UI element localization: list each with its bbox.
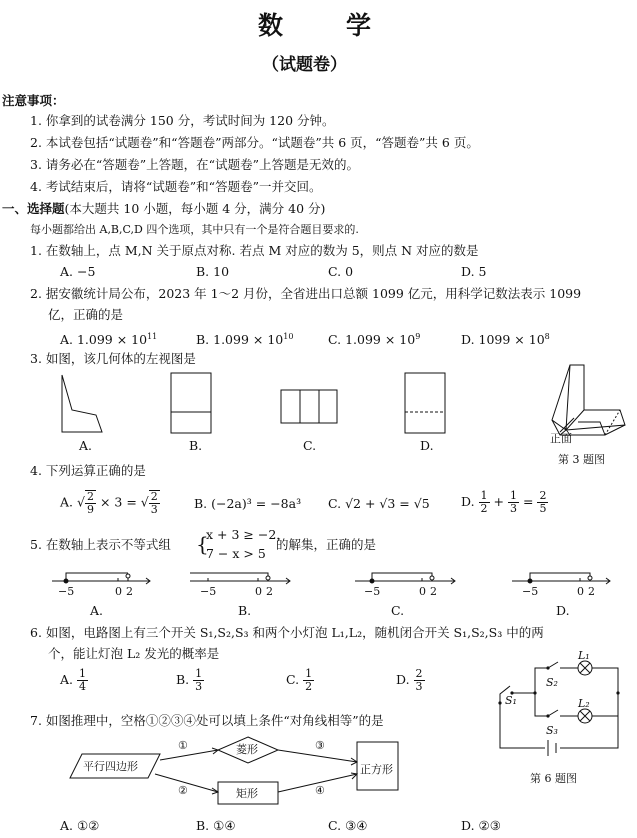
q6-figure-caption: 第 6 题图	[530, 772, 577, 785]
q2-stem-line2: 亿，正确的是	[48, 307, 124, 322]
q2-option-d: D. $1099 \times 10^8$	[461, 332, 550, 348]
note-item-1: 1. 你拿到的试卷满分 150 分，考试时间为 120 分钟。	[30, 113, 335, 128]
section-heading	[2, 201, 325, 217]
q7-node-rhombus: 菱形	[236, 743, 258, 756]
note-item-4: 4. 考试结束后，请将“试题卷”和“答题卷”一并交回。	[30, 179, 322, 194]
q6-label-s1: S₁	[505, 694, 517, 707]
q3-front-label: 正面	[550, 432, 572, 445]
q4-option-c: C. √2 + √3 = √5	[328, 496, 430, 511]
q1-stem: 1. 在数轴上，点 M,N 关于原点对称. 若点 M 对应的数为 5，则点 N 对应的数是	[30, 243, 479, 258]
q5-a-tick-0: 0	[115, 585, 122, 598]
q3-label-b: B.	[189, 438, 203, 453]
page-title-right: 学	[346, 11, 372, 40]
q5-numberline-a	[52, 573, 150, 584]
q7-marker-3: ③	[315, 739, 325, 752]
q7-option-b: B. ①④	[196, 818, 236, 833]
q6-option-b: B. $\frac{1}{3}$	[176, 667, 203, 693]
q7-marker-1: ①	[178, 739, 188, 752]
q3-label-d: D.	[420, 438, 434, 453]
q5-numberline-c	[355, 573, 455, 584]
q4-option-d: D. $\frac{1}{2}$ + $\frac{1}{3}$ = $\frac{2}{5}$	[461, 489, 547, 515]
q5-a-tick-m5: −5	[58, 585, 75, 598]
q2-option-a: A. $1.099 \times 10^{11}$	[60, 332, 158, 348]
q5-stem-pre: 5. 在数轴上表示不等式组	[30, 537, 171, 552]
q2-option-b: B. $1.099 \times 10^{10}$	[196, 332, 294, 348]
q5-label-b: B.	[238, 603, 252, 618]
q6-label-l2: L₂	[578, 697, 590, 710]
q3-label-a: A.	[79, 438, 93, 453]
q6-label-l1: L₁	[578, 649, 590, 662]
q7-stem: 7. 如图推理中，空格①②③④处可以填上条件“对角线相等”的是	[30, 713, 384, 728]
q3-stem: 3. 如图，该几何体的左视图是	[30, 351, 196, 366]
q5-ineq-1: x + 3 ≥ −2，	[206, 527, 289, 542]
q5-number-lines	[0, 565, 637, 605]
q7-node-parallelogram: 平行四边形	[83, 760, 138, 773]
q6-option-a: A. $\frac{1}{4}$	[60, 667, 86, 693]
q7-node-rectangle: 矩形	[236, 787, 258, 800]
note-item-2: 2. 本试卷包括“试题卷”和“答题卷”两部分。“试题卷”共 6 页，“答题卷”共 6 页。	[30, 135, 479, 150]
q1-option-c: C. 0	[328, 264, 354, 279]
q7-option-a: A. ①②	[60, 818, 100, 833]
q7-option-d: D. ②③	[461, 818, 501, 833]
q5-ineq-2: 7 − x > 5	[206, 546, 266, 561]
q3-option-b-figure	[171, 373, 211, 433]
q3-figures	[0, 360, 637, 470]
q3-figure-caption: 第 3 题图	[558, 453, 605, 466]
q3-label-c: C.	[303, 438, 317, 453]
q5-d-tick-2: 2	[588, 585, 595, 598]
q5-c-tick-2: 2	[430, 585, 437, 598]
q6-stem-line1: 6. 如图，电路图上有三个开关 S₁,S₂,S₃ 和两个小灯泡 L₁,L₂，随机闭合开关 S₁,S₂,S₃ 中的两	[30, 625, 544, 640]
q5-label-a: A.	[90, 603, 104, 618]
q5-a-tick-2: 2	[126, 585, 133, 598]
q4-stem: 4. 下列运算正确的是	[30, 463, 146, 478]
section-instruction: 每小题都给出 A,B,C,D 四个选项，其中只有一个是符合题目要求的.	[30, 223, 359, 236]
q3-option-d-figure	[405, 373, 445, 433]
q1-option-b: B. 10	[196, 264, 230, 279]
q1-option-d: D. 5	[461, 264, 487, 279]
q6-label-s2: S₂	[546, 676, 558, 689]
q5-b-tick-m5: −5	[200, 585, 217, 598]
q6-option-d: D. $\frac{2}{3}$	[396, 667, 423, 693]
q5-label-d: D.	[556, 603, 570, 618]
q7-marker-2: ②	[178, 784, 188, 797]
q6-stem-line2: 个，能让灯泡 L₂ 发光的概率是	[48, 646, 220, 661]
q5-d-tick-0: 0	[577, 585, 584, 598]
q5-b-tick-2: 2	[266, 585, 273, 598]
q5-d-tick-m5: −5	[522, 585, 539, 598]
q2-option-c: C. $1.099 \times 10^9$	[328, 332, 421, 348]
q1-option-a: A. −5	[60, 264, 96, 279]
q4-option-a: A. √ $\frac{2}{9}$ × 3 = √ $\frac{2}{3}$	[60, 490, 158, 516]
q3-option-a-figure	[62, 375, 102, 432]
page-title-left: 数	[258, 11, 284, 40]
note-item-3: 3. 请务必在“答题卷”上答题，在“试题卷”上答题是无效的。	[30, 157, 359, 172]
q6-circuit-figure	[490, 648, 630, 773]
q7-option-c: C. ③④	[328, 818, 368, 833]
q3-solid-figure	[552, 365, 625, 435]
q2-stem-line1: 2. 据安徽统计局公布，2023 年 1～2 月份，全省进出口总额 1099 亿元，用科学记数法表示 1099	[30, 286, 582, 301]
q5-c-tick-m5: −5	[364, 585, 381, 598]
q7-marker-4: ④	[315, 784, 325, 797]
q5-numberline-b	[190, 573, 290, 584]
q5-stem-post: 的解集，正确的是	[276, 537, 377, 552]
q5-b-tick-0: 0	[255, 585, 262, 598]
q7-node-square: 正方形	[360, 763, 393, 776]
q4-option-b: B. (−2a)³ = −8a³	[194, 496, 302, 511]
q5-brace: {	[196, 532, 209, 556]
section-note: (本大题共 10 小题，每小题 4 分，满分 40 分)	[64, 201, 326, 216]
section-title: 一、选择题	[2, 201, 65, 216]
page-subtitle: （试题卷）	[262, 55, 347, 75]
q3-option-c-figure	[281, 390, 337, 423]
q5-c-tick-0: 0	[419, 585, 426, 598]
q6-label-s3: S₃	[546, 724, 558, 737]
q6-option-c: C. $\frac{1}{2}$	[286, 667, 313, 693]
q5-numberline-d	[512, 573, 610, 584]
q5-label-c: C.	[391, 603, 405, 618]
notes-heading: 注意事项：	[2, 93, 65, 108]
